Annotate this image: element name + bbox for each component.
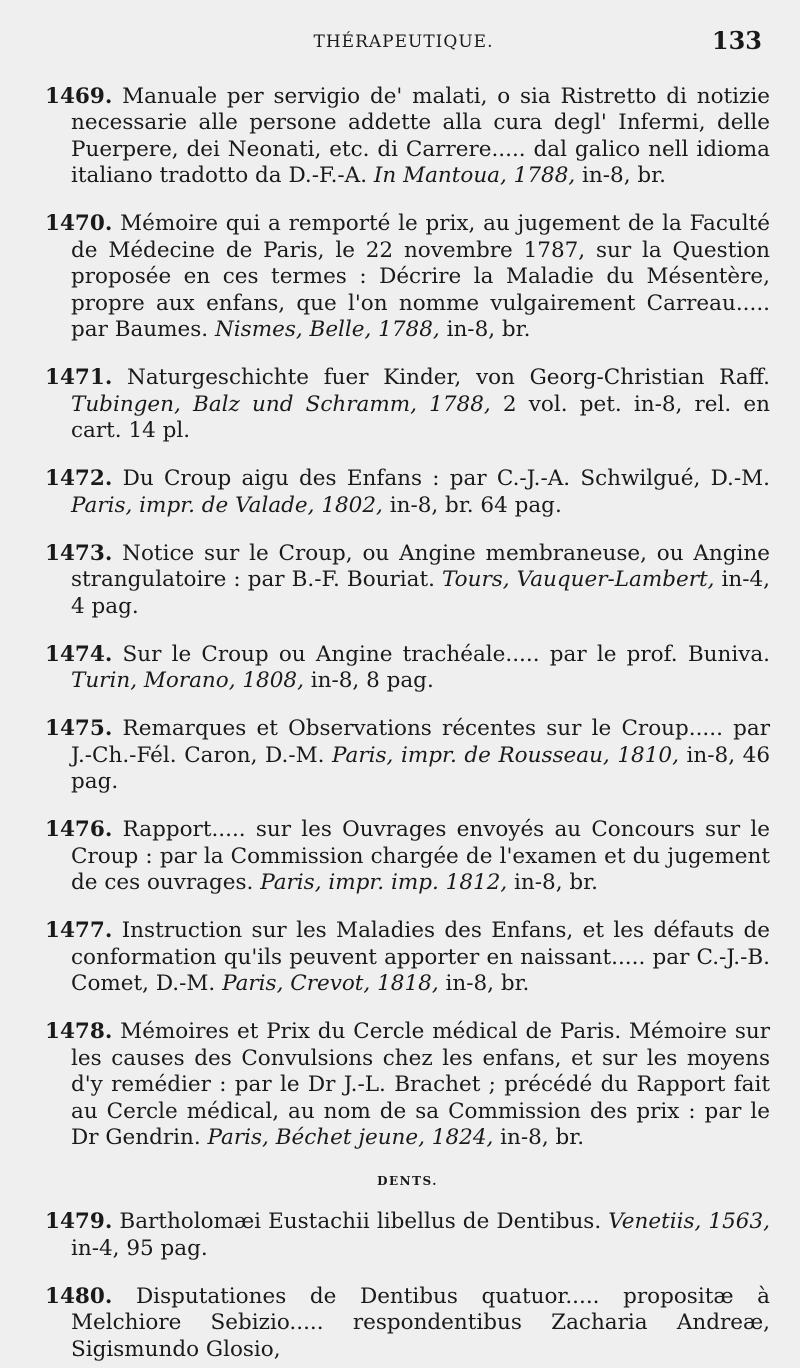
entry-imprint: In Mantoua, 1788, (373, 163, 576, 188)
entry-text: Du Croup aigu des Enfans : par C.-J.-A. Schwilgué, D.-M. (112, 466, 770, 491)
entry-imprint: Venetiis, 1563, (608, 1209, 770, 1234)
entry-imprint: Nismes, Belle, 1788, (214, 317, 440, 342)
entry-format: in-8, br. 64 pag. (382, 492, 562, 518)
entry-number: 1480. (45, 1283, 113, 1309)
entry-format: in-8, br. (439, 317, 531, 342)
catalog-entry (45, 1284, 770, 1364)
entry-format: in-4, 95 pag. (71, 1235, 208, 1261)
entry-number: 1471. (45, 365, 113, 390)
entry-imprint: Paris, Crevot, 1818, (222, 971, 439, 996)
entry-text: Bartholomæi Eustachii libellus de Dentibus. (112, 1209, 609, 1234)
entry-imprint: Tours, Vauquer-Lambert, (442, 567, 715, 592)
entry-text: Manuale per servigio de' malati, o sia Ristretto di notizie necessarie alle persone addette alla cura degl' Infermi, delle Puerpere, dei Neonati, etc. di Carrere..... dal galico nell idioma italiano tradotto da D.-F.-A. (71, 83, 770, 188)
entry-number: 1477. (45, 918, 113, 943)
catalog-entry (45, 211, 770, 344)
entry-format: in-8, 8 pag. (303, 668, 434, 693)
entry-imprint: Tubingen, Balz und Schramm, 1788, (71, 391, 491, 417)
page-header (45, 26, 762, 56)
catalog-entry (45, 817, 770, 897)
page-number: 133 (711, 26, 762, 55)
entry-imprint: Paris, impr. de Valade, 1802, (71, 492, 383, 518)
catalog-entry (45, 365, 770, 445)
entry-imprint: Paris, Béchet jeune, 1824, (207, 1125, 494, 1150)
entry-number: 1479. (45, 1209, 113, 1234)
entry-format: in-8, 46 pag. (71, 742, 771, 794)
catalog-entry (45, 84, 770, 190)
entry-format: 2 vol. pet. in-8, rel. en cart. 14 pl. (71, 391, 770, 443)
entry-number: 1476. (45, 817, 113, 842)
entry-number: 1478. (45, 1019, 113, 1044)
entry-format: in-4, 4 pag. (71, 567, 771, 619)
catalog-entry (45, 541, 770, 621)
catalog-entry (45, 466, 770, 519)
entry-text: Remarques et Observations récentes sur le Croup..... par J.-Ch.-Fél. Caron, D.-M. (71, 716, 770, 768)
entry-text: Disputationes de Dentibus quatuor..... propositæ à Melchiore Sebizio..... respondentibus Zacharia Andreæ, Sigismundo Glosio, (71, 1283, 770, 1362)
entry-list-dents (45, 1209, 770, 1363)
entry-imprint: Turin, Morano, 1808, (71, 668, 304, 693)
entry-number: 1474. (45, 641, 113, 667)
entry-text: Instruction sur les Maladies des Enfans, et les défauts de conformation qu'ils peuvent apporter en naissant..... par C.-J.-B. Comet, D.-M. (71, 918, 770, 996)
section-title: DENTS. (377, 1173, 438, 1188)
entry-number: 1475. (45, 716, 113, 741)
catalog-entry (45, 1209, 770, 1262)
entry-list-therapeutique (45, 84, 770, 1152)
catalog-entry (45, 918, 770, 998)
entry-text: Mémoire qui a remporté le prix, au jugement de la Faculté de Médecine de Paris, le 22 novembre 1787, sur la Question proposée en ces termes : Décrire la Maladie du Mésentère, propre aux enfans, que l'on nomme vulgairement Carreau..... par Baumes. (71, 211, 770, 342)
entry-number: 1472. (45, 466, 113, 491)
entry-text: Rapport..... sur les Ouvrages envoyés au Concours sur le Croup : par la Commission chargée de l'examen et du jugement de ces ouvrages. (71, 817, 770, 895)
entry-text: Naturgeschichte fuer Kinder, von Georg-Christian Raff. (112, 365, 770, 390)
entry-format: in-8, br. (575, 163, 666, 188)
entry-format: in-8, br. (493, 1125, 585, 1150)
entry-text: Mémoires et Prix du Cercle médical de Paris. Mémoire sur les causes des Convulsions chez les enfans, et sur les moyens d'y remédier : par le Dr J.-L. Brachet ; précédé du Rapport fait au Cercle médical, au nom de sa Commission des prix : par le Dr Gendrin. (71, 1019, 770, 1150)
entry-text: Notice sur le Croup, ou Angine membraneuse, ou Angine strangulatoire : par B.-F. Bouriat. (71, 540, 770, 592)
entry-number: 1473. (45, 540, 113, 566)
catalog-entry (45, 1019, 770, 1152)
entry-number: 1470. (45, 211, 113, 236)
page-body (45, 62, 770, 1368)
catalog-entry (45, 642, 770, 695)
entry-format: in-8, br. (438, 971, 530, 996)
catalog-entry (45, 716, 770, 796)
entry-format: in-8, br. (507, 870, 598, 895)
entry-number: 1469. (45, 83, 113, 109)
entry-text: Sur le Croup ou Angine trachéale..... par le prof. Buniva. (112, 641, 770, 667)
entry-imprint: Paris, impr. imp. 1812, (260, 870, 508, 895)
entry-imprint: Paris, impr. de Rousseau, 1810, (332, 742, 679, 768)
running-head: THÉRAPEUTIQUE. (313, 32, 494, 52)
